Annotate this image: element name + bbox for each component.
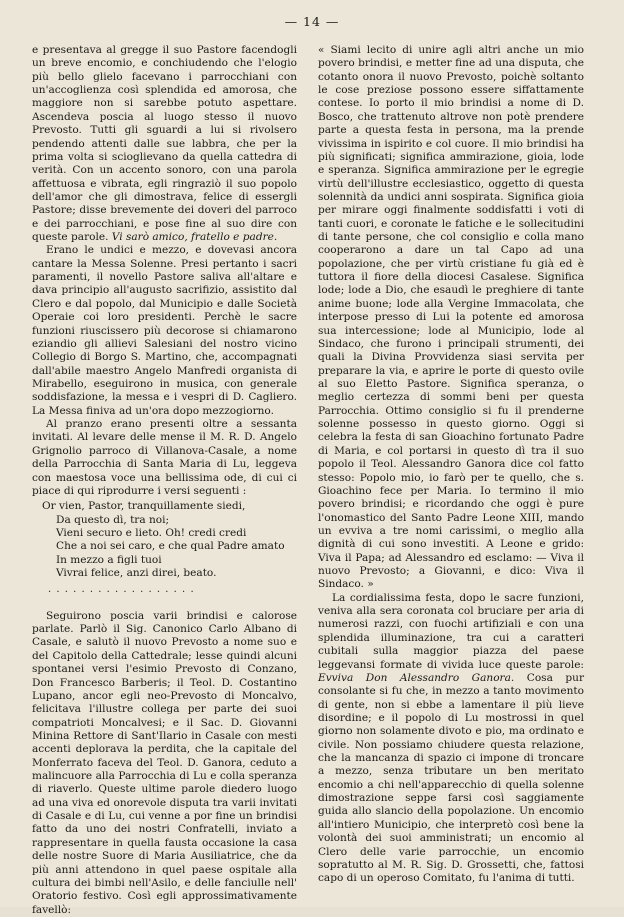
- verse-line: Or vien, Pastor, tranquillamente siedi,: [42, 500, 246, 513]
- italic-quote: Vi sarò amico, fratello e padre.: [111, 231, 278, 244]
- verse-line: Vivrai felice, anzi direi, beato.: [56, 567, 217, 580]
- italic-quote: Evviva Don Alessandro Ganora.: [318, 671, 515, 684]
- paragraph: [32, 44, 297, 244]
- verse-line: Vieni securo e lieto. Oh! credi credi: [56, 526, 247, 539]
- poem-verses: [32, 500, 297, 580]
- paragraph: Seguirono poscia varii brindisi e calorose parlate. Parlò il Sig. Canonico Carlo Albano di Casale, e salutò il nuovo Prevosto a nome suo e del Capitolo della Cattedrale; lesse quindi alcuni spontanei versi l'esimio Prevosto di Conzano, Don Francesco Barberis; il Teol. D. Costantino Lupano, ancor egli neo-Prevosto di Moncalvo, felicitava l'illustre collega per parte dei suoi compatrioti Moncalvesi; e il Sac. D. Giovanni Minina Rettore di Sant'Ilario in Casale con mesti accenti deplorava la perdita, che la capitale del Monferrato faceva del Teol. D. Ganora, ceduto a malincuore alla Parrocchia di Lu e colla speranza di riaverlo. Queste ultime parole diedero luogo ad una viva ed onorevole disputa tra varii invitati di Casale e di Lu, cui venne a por fine un brindisi fatto da uno dei nostri Confratelli, inviato a rappresentare in quella fausta occasione la casa delle nostre Suore di Maria Ausiliatrice, che da più anni attendono in quel paese ospitale alla cultura dei bimbi nell'Asilo, e delle fanciulle nell' Oratorio festivo. Così egli approssimativamente favellò:: [32, 609, 297, 916]
- ellipsis-line: ..................: [48, 584, 199, 596]
- right-column: [318, 44, 584, 886]
- paragraph-text: Cosa pur consolante si fu che, in mezzo a tanto movimento di gente, non si ebbe a lamentare il più lieve disordine; e il popolo di Lu mostrossi in quel giorno non solamente divoto e pio, ma ordinato e civile. Non possiamo chiudere questa relazione, che la mancanza di spazio ci impone di troncare a mezzo, senza tributare un ben meritato encomio a chi nell'apparecchio di quella solenne dimostrazione seppe farsi così saggiamente guida allo slancio della popolazione. Un encomio all'intiero Municipio, che interpretò così bene la volontà dei suoi amministrati; un encomio al Clero delle varie parrocchie, un encomio sopratutto al M. R. Sig. D. Grossetti, che, fattosi capo di un operoso Comitato, fu l'anima di tutti.: [318, 671, 584, 885]
- paragraph-text: e presentava al gregge il suo Pastore facendogli un breve encomio, e conchiudendo che l'elogio più bello glielo facevano i parrocchiani con un'accoglienza così splendida ed amorosa, che maggiore non si sarebbe potuto aspettare. Ascendeva poscia al luogo stesso il nuovo Prevosto. Tutti gli sguardi a lui si rivolsero pendendo attenti dalle sue labbra, che per la prima volta si scioglievano da quella cattedra di verità. Con un accento sonoro, con una parola affettuosa e vibrata, egli ringraziò il suo popolo dell'amor che gli dimostrava, felice di essergli Pastore; disse brevemente dei doveri del parroco e dei parrocchiani, e pose fine al suo dire con queste parole.: [32, 44, 297, 244]
- paragraph: [318, 592, 584, 886]
- page-number: — 14 —: [284, 14, 340, 29]
- verse-line: Da questo dì, tra noi;: [56, 513, 170, 526]
- verse-line: Che a noi sei caro, e che qual Padre amato: [56, 540, 285, 553]
- paragraph: Al pranzo erano presenti oltre a sessanta invitati. Al levare delle mense il M. R. D. Angelo Grignolio parroco di Villanova-Casale, a nome della Parrocchia di Santa Maria di Lu, leggeva con maestosa voce una bellissima ode, di cui ci piace di qui riprodurre i versi seguenti :: [32, 418, 297, 497]
- left-column: [32, 44, 297, 917]
- paragraph-text: La cordialissima festa, dopo le sacre funzioni, veniva alla sera coronata col bruciare per aria di numerosi razzi, con fuochi artifiziali e con una splendida illuminazione, tra cui a caratteri cubitali sulla maggior piazza del paese leggevansi formate di vivida luce queste parole:: [318, 591, 584, 671]
- paragraph: Erano le undici e mezzo, e dovevasi ancora cantare la Messa Solenne. Presi pertanto i sacri paramenti, il novello Pastore saliva all'altare e dava principio all'augusto sacrifizio, assistito dal Clero e dal popolo, dal Municipio e dalle Società Operaie coi loro presidenti. Perchè le sacre funzioni riuscissero più decorose si chiamarono eziandio gli allievi Salesiani del nostro vicino Collegio di Borgo S. Martino, che, accompagnati dall'abile maestro Angelo Manfredi organista di Mirabello, eseguirono in musica, con generale soddisfazione, la messa e i vespri di D. Cagliero. La Messa finiva ad un'ora dopo mezzogiorno.: [32, 244, 297, 417]
- paragraph: « Siami lecito di unire agli altri anche un mio povero brindisi, e metter fine ad una disputa, che cotanto onora il nuovo Prevosto, poichè soltanto le cose preziose possono essere siffattamente contese. Io porto il mio brindisi a nome di D. Bosco, che trattenuto altrove non potè prendere parte a questa festa in persona, ma la prende vivissima in ispirito e col cuore. Il mio brindisi ha più significati; significa ammirazione, gioia, lode e speranza. Significa ammirazione per le egregie virtù dell'illustre ecclesiastico, oggetto di questa solennità da undici anni sospirata. Significa gioia per mirare oggi finalmente soddisfatti i voti di tanti cuori, e coronate le fatiche e le sollecitudini di tante persone, che col consiglio e colla mano cooperarono a dare un tal Capo ad una popolazione, che per virtù cristiane fu già ed è tuttora il fiore della diocesi Casalese. Significa lode; lode a Dio, che esaudì le preghiere di tante anime buone; lode alla Vergine Immacolata, che interpose presso di Lui la potente ed amorosa sua intercessione; lode al Municipio, lode al Sindaco, che furono i principali strumenti, dei quali la Divina Provvidenza siasi servita per preparare la via, e aprire le porte di questo ovile al suo Eletto Pastore. Significa speranza, o meglio certezza di sommi beni per questa Parrocchia. Ottimo consiglio si fu il prenderne solenne possesso in questo giorno. Oggi si celebra la festa di san Gioachino fortunato Padre di Maria, e col portarsi in questo dì tra il suo popolo il Teol. Alessandro Ganora dice col fatto stesso: Popolo mio, io farò per te quello, che s. Gioachino fece per Maria. Io termino il mio povero brindisi; e ricordando che oggi è pure l'onomastico del Santo Padre Leone XIII, mando un evviva a tre nomi carissimi, o meglio alla dignità di cui sono investiti. A Leone e grido: Viva il Papa; ad Alessandro ed esclamo: — Viva il nuovo Prevosto; a Giovanni, e dico: Viva il Sindaco. »: [318, 44, 584, 591]
- verse-line: In mezzo a figli tuoi: [56, 553, 162, 566]
